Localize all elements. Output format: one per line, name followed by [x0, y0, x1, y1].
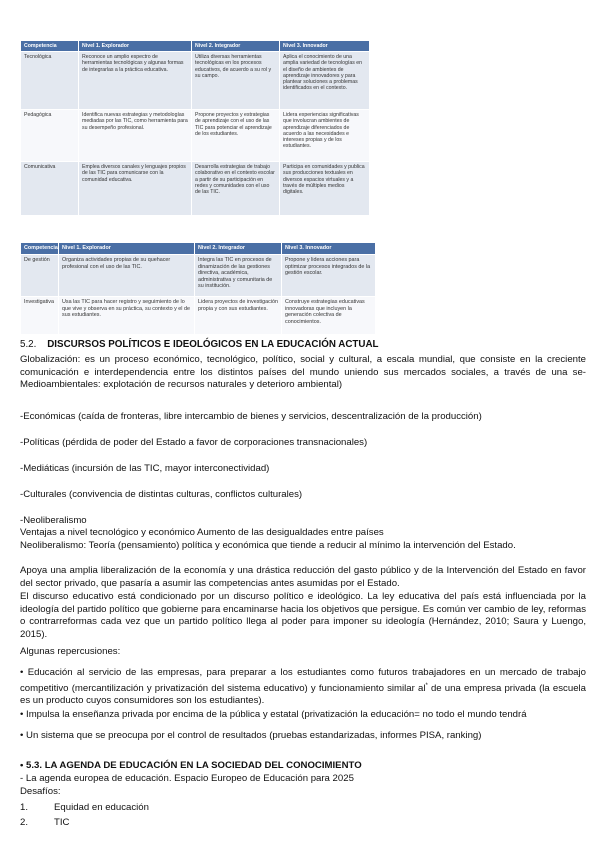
- table-cell: Propone proyectos y estrategias de aprendizaje con el uso de las TIC para potenciar el aprendizaje de los estudiantes.: [192, 110, 280, 162]
- section-number: 5.2.: [20, 339, 37, 350]
- table-cell: Aplica el conocimiento de una amplia variedad de tecnologías en el diseño de ambientes de aprendizaje innovadores y para plantear soluciones a problemas identificados en el contexto.: [280, 52, 370, 110]
- list-item-culturales: -Culturales (convivencia de distintas culturas, conflictos culturales): [20, 489, 303, 500]
- paragraph-discurso: El discurso educativo está condicionado por un discurso político e ideológico. La ley educativa del país está influenciada por la ideología del partido político que gobierne para encaminarse hacia los objetivos que persigue. Es común ver cambio de ley, reformas o contrarreformas cada vez que un partido político llega al poder para imponer su ideología (Hernández, 2010; Saura y Luengo, 2015).: [20, 591, 586, 640]
- neoliberalismo-label: -Neoliberalismo: [20, 515, 87, 526]
- table-header: Competencia: [21, 41, 79, 52]
- bullet-item: [20, 667, 586, 708]
- table-row: [21, 255, 376, 297]
- table-cell: Lidera proyectos de investigación propia y con sus estudiantes.: [195, 297, 282, 335]
- bullet-text: • Educación al servicio de las empresas, para preparar a los estudiantes como futuros trabajadores en un mercado de trabajo competitivo (mercantilización y privatización del sistema educativo) y funcionamiento similar al: [20, 667, 586, 694]
- table-cell: Utiliza diversas herramientas tecnológicas en los procesos educativos, de acuerdo a su rol y su campo.: [192, 52, 280, 110]
- table-header: Nivel 2. Integrador: [195, 243, 282, 255]
- paragraph-globalizacion: Globalización: es un proceso económico, tecnológico, político, social y cultural, a escala mundial, que consiste en la creciente comunicación e interdependencia entre los distintos países del mundo uniendo sus mercados sociales, a través de una se-Medioambientales: explotación de recursos naturales y deterioro ambiental): [20, 354, 586, 390]
- list-item-mediaticas: -Mediáticas (incursión de las TIC, mayor interconectividad): [20, 463, 270, 474]
- paragraph-apoya: Apoya una amplia liberalización de la economía y una drástica reducción del gasto público y de la Intervención del Estado en favor del sector privado, que pasaría a asumir las competencias antes asumidas por el Estado.: [20, 565, 586, 589]
- table-header: Nivel 1. Explorador: [59, 243, 195, 255]
- list-text: Equidad en educación: [54, 802, 149, 813]
- competencies-table-2: [20, 242, 376, 335]
- competencies-table-1: [20, 40, 370, 216]
- table-header-row: [21, 243, 376, 255]
- ventajas-line: Ventajas a nivel tecnológico y económico Aumento de las desigualdades entre países: [20, 527, 384, 538]
- agenda-line: - La agenda europea de educación. Espacio Europeo de Educación para 2025: [20, 773, 354, 784]
- section-title: DISCURSOS POLÍTICOS E IDEOLÓGICOS EN LA EDUCACIÓN ACTUAL: [47, 339, 379, 350]
- list-item: [20, 817, 586, 830]
- table-cell: Reconoce un amplio espectro de herramientas tecnológicas y algunas formas de integrarlas a la práctica educativa.: [79, 52, 192, 110]
- bullet-item: • Un sistema que se preocupa por el control de resultados (pruebas estandarizadas, informes PISA, ranking): [20, 730, 482, 741]
- table-cell: Propone y lidera acciones para optimizar procesos integrados de la gestión escolar.: [282, 255, 376, 297]
- paragraph-neoliberalismo: Neoliberalismo: Teoría (pensamiento) política y económica que tiende a reducir al mínimo la intervención del Estado.: [20, 540, 516, 551]
- table-row: [21, 110, 370, 162]
- table-cell: Organiza actividades propias de su quehacer profesional con el uso de las TIC.: [59, 255, 195, 297]
- bullet-item: • Impulsa la enseñanza privada por encima de la pública y estatal (privatización la educación= no todo el mundo tendrá: [20, 709, 527, 720]
- table-row: [21, 52, 370, 110]
- table-cell: Integra las TIC en procesos de dinamización de las gestiones directiva, académica, administrativa y comunitaria de su institución.: [195, 255, 282, 297]
- list-item-politicas: -Políticas (pérdida de poder del Estado a favor de corporaciones transnacionales): [20, 437, 368, 448]
- list-number: 1.: [20, 802, 29, 813]
- table-row: [21, 297, 376, 335]
- table-cell: Tecnológica: [21, 52, 79, 110]
- table-header: Competencia: [21, 243, 59, 255]
- table-row: [21, 162, 370, 216]
- table-cell: Pedagógica: [21, 110, 79, 162]
- table-cell: Construye estrategias educativas innovadoras que incluyen la generación colectiva de conocimientos.: [282, 297, 376, 335]
- desafios-label: Desafíos:: [20, 786, 61, 797]
- table-cell: Comunicativa: [21, 162, 79, 216]
- table-header: Nivel 2. Integrador: [192, 41, 280, 52]
- table-cell: Lidera experiencias significativas que involucran ambientes de aprendizaje diferenciados de acuerdo a las necesidades e intereses propias y de los estudiantes.: [280, 110, 370, 162]
- table-cell: Desarrolla estrategias de trabajo colaborativo en el contexto escolar a partir de su participación en redes y comunidades con el uso de las TIC.: [192, 162, 280, 216]
- section-heading-5-2: [20, 339, 586, 352]
- table-cell: De gestión: [21, 255, 59, 297]
- list-number: 2.: [20, 817, 29, 828]
- repercusiones-label: Algunas repercusiones:: [20, 646, 121, 657]
- list-item: [20, 802, 586, 815]
- table-header: Nivel 1. Explorador: [79, 41, 192, 52]
- table-cell: Participa en comunidades y publica sus producciones textuales en diversos espacios virtuales y a través de múltiples medios digitales.: [280, 162, 370, 216]
- section-heading-5-3: • 5.3. LA AGENDA DE EDUCACIÓN EN LA SOCIEDAD DEL CONOCIMIENTO: [20, 760, 362, 771]
- bullet-text: de una empresa privada (la escuela es un producto cuyos consumidores son los estudiantes).: [20, 682, 586, 707]
- table-cell: Identifica nuevas estrategias y metodologías mediadas por las TIC, como herramienta para su desempeño profesional.: [79, 110, 192, 162]
- list-item-economicas: -Económicas (caída de fronteras, libre intercambio de bienes y servicios, descentralización de la producción): [20, 411, 482, 422]
- table-header-row: [21, 41, 370, 52]
- table-cell: Emplea diversos canales y lenguajes propios de las TIC para comunicarse con la comunidad educativa.: [79, 162, 192, 216]
- table-header: Nivel 3. Innovador: [282, 243, 376, 255]
- list-text: TIC: [54, 817, 70, 828]
- table-cell: Investigativa: [21, 297, 59, 335]
- table-header: Nivel 3. Innovador: [280, 41, 370, 52]
- table-cell: Usa las TIC para hacer registro y seguimiento de lo que vive y observa en su práctica, su contexto y el de sus estudiantes.: [59, 297, 195, 335]
- footnote-mark: *: [425, 682, 428, 689]
